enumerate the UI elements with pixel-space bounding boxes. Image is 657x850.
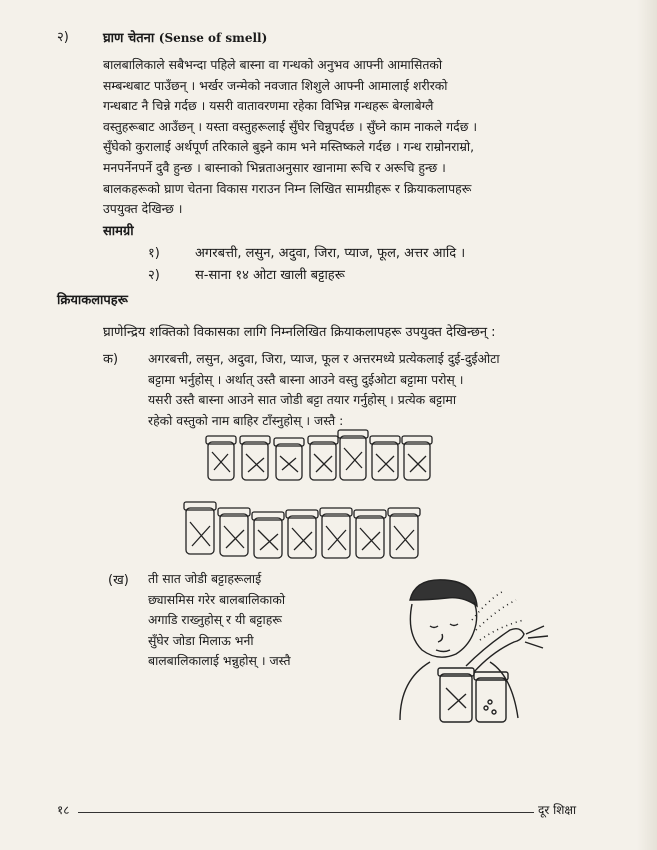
materials-heading: सामग्री [103, 224, 134, 239]
jar-icon [438, 668, 474, 722]
face [410, 602, 476, 657]
jar-icon [206, 436, 236, 480]
activity-ka-label: क) [103, 352, 119, 367]
materials-item-text: अगरबत्ती, लसुन, अदुवा, जिरा, प्याज, फूल, अत्तर आदि । [195, 246, 466, 261]
materials-item-number: २) [148, 268, 160, 283]
activity-ka-line: अगरबत्ती, लसुन, अदुवा, जिरा, प्याज, फूल र अत्तरमध्ये प्रत्येकलाई दुई-दुईओटा [148, 351, 500, 366]
section-number: २) [57, 30, 69, 45]
intro-line: सुँघेको कुरालाई अर्थपूर्ण तरिकाले बुझ्ने काम भने मस्तिष्कले गर्दछ । गन्ध राम्रोनराम्रो, [103, 139, 475, 155]
section-title [103, 30, 267, 47]
jars-row-top-illustration [200, 430, 440, 490]
activity-kha-line: अगाडि राख्नुहोस् र यी बट्टाहरू [148, 612, 282, 628]
jars-row-bottom-illustration [182, 500, 432, 566]
jar-icon [252, 512, 284, 558]
intro-line: मनपर्नेनपर्ने दुवै हुन्छ । बास्नाको भिन्नताअनुसार खानामा रूचि र अरूचि हुन्छ । [103, 159, 446, 175]
activity-ka-line: बट्टामा भर्नुहोस् । अर्थात् उस्तै बास्ना आउने वस्तु दुईओटा बट्टामा परोस् । [148, 371, 464, 387]
jar-icon [274, 438, 304, 480]
activity-kha-line: बालबालिकालाई भन्नुहोस् । जस्तै [148, 653, 291, 669]
section-title-nepali: घ्राण चेतना [103, 31, 155, 46]
materials-item-text: स-साना १४ ओटा खाली बट्टाहरू [195, 268, 345, 283]
intro-line: सम्बन्धबाट पाउँछन् । भर्खर जन्मेको नवजात शिशुले आफ्नी आमालाई शरीरको [103, 77, 448, 93]
activity-kha-label: (ख) [108, 573, 129, 588]
activity-ka-line: यसरी उस्तै बास्ना आउने सात जोडी बट्टा तयार गर्नुहोस् । प्रत्येक बट्टामा [148, 392, 457, 408]
page-edge-shadow [637, 0, 657, 850]
hair [410, 580, 477, 606]
intro-line: उपयुक्त देखिन्छ । [103, 201, 183, 217]
activity-ka-line: रहेको वस्तुको नाम बाहिर टाँस्नुहोस् । जस्तै : [148, 412, 344, 428]
jar-icon [354, 510, 386, 558]
facial-features [430, 624, 458, 652]
jar-icon [320, 508, 352, 558]
jar-icon [240, 436, 270, 480]
shoulders [400, 662, 518, 720]
jar-icon [338, 430, 368, 480]
activity-kha-line: ती सात जोडी बट्टाहरूलाई [148, 571, 262, 586]
jar-icon [286, 510, 318, 558]
intro-paragraph [103, 55, 608, 220]
jar-icon [388, 508, 420, 558]
activities-heading: क्रियाकलापहरू [57, 293, 128, 308]
jar-icon [308, 436, 338, 480]
activities-intro: घ्राणेन्द्रिय शक्तिको विकासका लागि निम्नलिखित क्रियाकलापहरू उपयुक्त देखिन्छन् : [103, 325, 496, 340]
page-number: १८ [57, 803, 70, 817]
footer-book-title: दूर शिक्षा [538, 803, 577, 817]
child-smelling-jar-illustration [380, 570, 560, 730]
jar-icon [218, 508, 250, 556]
activity-ka-text [148, 349, 608, 431]
intro-line: गन्धबाट नै चिन्ने गर्दछ । यसरी वातावरणमा रहेका विभिन्न गन्धहरू बेग्लाबेग्लै [103, 98, 434, 114]
intro-line: बालबालिकाले सबैभन्दा पहिले बास्ना वा गन्धको अनुभव आफ्नी आमासितको [103, 57, 443, 72]
footer-rule [78, 812, 534, 813]
jar-icon [184, 502, 216, 554]
activity-kha-line: सुँघेर जोडा मिलाऊ भनी [148, 632, 254, 648]
intro-line: वस्तुहरूबाट आउँछन् । यस्ता वस्तुहरूलाई सुँघेर चिन्नुपर्दछ । सुँघ्ने काम नाकले गर्दछ । [103, 118, 478, 134]
jar-icon [474, 672, 508, 722]
intro-line: बालकहरूको घ्राण चेतना विकास गराउन निम्न लिखित सामग्रीहरू र क्रियाकलापहरू [103, 180, 472, 196]
smell-dots [472, 592, 524, 640]
materials-item-number: १) [148, 246, 160, 261]
section-title-english: (Sense of smell) [158, 31, 268, 45]
jar-icon [370, 436, 400, 480]
activity-kha-text [148, 569, 348, 672]
hand-gesture [525, 626, 548, 648]
activity-kha-line: छ्यासमिस गरेर बालबालिकाको [148, 591, 286, 607]
jar-icon [402, 436, 432, 480]
